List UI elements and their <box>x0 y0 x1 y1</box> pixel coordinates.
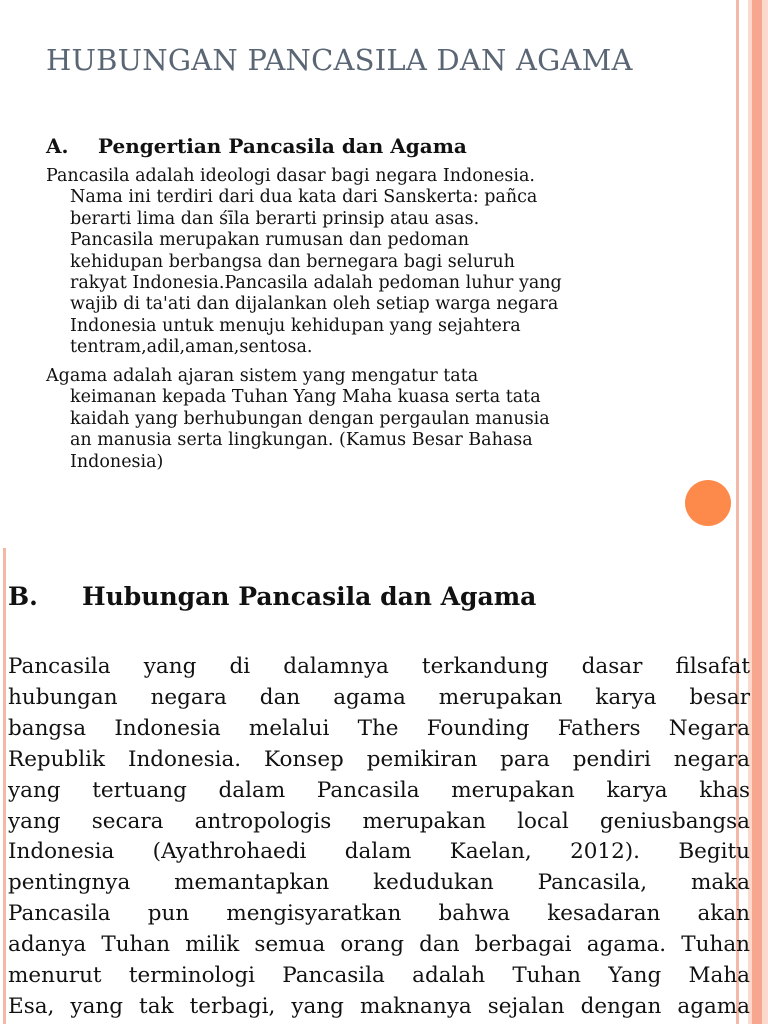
paragraph-pancasila <box>46 166 666 359</box>
paragraph-line: Indonesia untuk menuju kehidupan yang sejahtera <box>70 315 521 336</box>
body-line: bangsa Indonesia melalui The Founding Fathers Negara <box>8 715 750 741</box>
paragraph-line: Indonesia) <box>70 451 164 472</box>
paragraph-line: Pancasila merupakan rumusan dan pedoman <box>70 230 470 251</box>
paragraph-line: keimanan kepada Tuhan Yang Maha kuasa serta tata <box>70 387 541 408</box>
body-line: yang secara antropologis merupakan local geniusbangsa <box>8 808 750 834</box>
paragraph-line: wajib di ta'ati dan dijalankan oleh setiap warga negara <box>70 294 559 315</box>
section-b-heading <box>8 582 728 611</box>
body-line: pentingnya memantapkan kedudukan Pancasila, maka <box>8 870 750 896</box>
paragraph-line: Nama ini terdiri dari dua kata dari Sanskerta: pañca <box>70 187 538 208</box>
left-decor-bar <box>3 548 6 1024</box>
paragraph-line: an manusia serta lingkungan. (Kamus Besar Bahasa <box>70 430 533 451</box>
paragraph-line: rakyat Indonesia.Pancasila adalah pedoman luhur yang <box>70 273 562 294</box>
body-line: yang tertuang dalam Pancasila merupakan karya khas <box>8 777 750 803</box>
paragraph-line: berarti lima dan śīla berarti prinsip atau asas. <box>70 208 480 229</box>
section-b-title: Hubungan Pancasila dan Agama <box>82 582 537 611</box>
section-b-body <box>8 652 750 1023</box>
body-line: Indonesia (Ayathrohaedi dalam Kaelan, 2012). Begitu <box>8 839 750 865</box>
paragraph-line: tentram,adil,aman,sentosa. <box>70 337 313 358</box>
section-a-letter: A. <box>46 134 69 158</box>
slide-title: HUBUNGAN PANCASILA DAN AGAMA <box>46 43 633 77</box>
paragraph-line: Agama adalah ajaran sistem yang mengatur tata <box>46 366 479 386</box>
paragraph-line: kehidupan berbangsa dan bernegara bagi seluruh <box>70 251 515 272</box>
section-b-letter: B. <box>8 582 38 611</box>
body-line: Pancasila pun mengisyaratkan bahwa kesadaran akan <box>8 901 750 927</box>
body-line: hubungan negara dan agama merupakan karya besar <box>8 684 750 710</box>
paragraph-line: Pancasila adalah ideologi dasar bagi negara Indonesia. <box>46 166 535 186</box>
paragraph-line: kaidah yang berhubungan dengan pergaulan manusia <box>70 408 550 429</box>
body-line: menurut terminologi Pancasila adalah Tuhan Yang Maha <box>8 963 750 989</box>
section-a-title: Pengertian Pancasila dan Agama <box>98 134 467 158</box>
body-line: Republik Indonesia. Konsep pemikiran para pendiri negara <box>8 746 750 772</box>
paragraph-agama <box>46 366 666 473</box>
body-line: Pancasila yang di dalamnya terkandung dasar filsafat <box>8 654 750 679</box>
section-a-heading <box>46 134 686 158</box>
body-line: Esa, yang tak terbagi, yang maknanya sejalan dengan agama <box>8 993 750 1019</box>
accent-circle-icon <box>685 480 731 526</box>
body-line: adanya Tuhan milik semua orang dan berbagai agama. Tuhan <box>8 932 750 958</box>
right-decor-bar-inner <box>752 0 762 1024</box>
